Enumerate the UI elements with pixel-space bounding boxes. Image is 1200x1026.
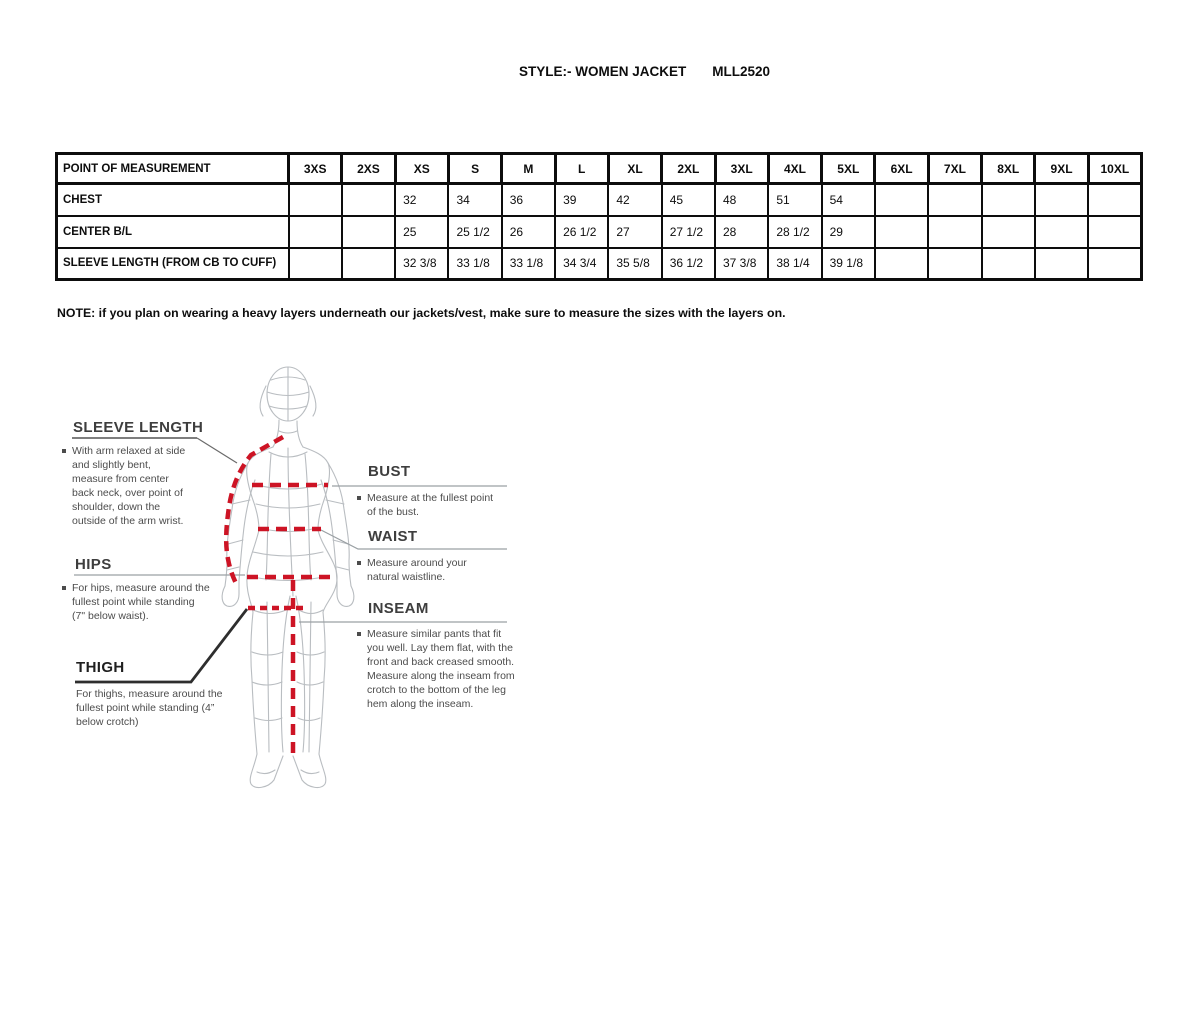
sleeve-length-leader-line bbox=[197, 438, 237, 463]
size-value-cell bbox=[1035, 248, 1088, 280]
sleeve-length-heading: SLEEVE LENGTH bbox=[73, 419, 204, 436]
size-value-cell: 32 3/8 bbox=[395, 248, 448, 280]
size-column-header: 3XS bbox=[289, 154, 342, 184]
bullet-square bbox=[62, 449, 66, 453]
size-value-cell: 26 bbox=[502, 216, 555, 248]
size-value-cell bbox=[875, 216, 928, 248]
document-title bbox=[519, 64, 770, 79]
bullet-square bbox=[357, 496, 361, 500]
point-of-measurement-header: POINT OF MEASUREMENT bbox=[57, 154, 289, 184]
size-column-header: 2XS bbox=[342, 154, 395, 184]
size-value-cell: 28 bbox=[715, 216, 768, 248]
instruction-text: For thighs, measure around the fullest point while standing (4” below crotch) bbox=[76, 688, 223, 728]
size-value-cell bbox=[875, 184, 928, 216]
size-value-cell bbox=[1035, 216, 1088, 248]
size-column-header: L bbox=[555, 154, 608, 184]
sleeve-measure-line bbox=[226, 437, 283, 587]
size-value-cell: 26 1/2 bbox=[555, 216, 608, 248]
size-value-cell bbox=[342, 248, 395, 280]
size-column-header: 8XL bbox=[982, 154, 1035, 184]
size-value-cell: 39 1/8 bbox=[822, 248, 875, 280]
size-value-cell bbox=[1088, 184, 1141, 216]
bullet-square bbox=[357, 632, 361, 636]
instruction-text: Measure at the fullest point of the bust. bbox=[367, 492, 494, 518]
size-column-header: 7XL bbox=[928, 154, 981, 184]
waist-heading: WAIST bbox=[368, 528, 418, 545]
size-value-cell bbox=[982, 216, 1035, 248]
size-column-header: 5XL bbox=[822, 154, 875, 184]
table-row bbox=[57, 184, 1142, 216]
measurement-row-label: CENTER B/L bbox=[57, 216, 289, 248]
hips-heading: HIPS bbox=[75, 556, 112, 573]
size-value-cell: 38 1/4 bbox=[768, 248, 821, 280]
size-value-cell: 34 bbox=[448, 184, 501, 216]
instruction-text: For hips, measure around the fullest point while standing (7" below waist). bbox=[72, 582, 210, 622]
size-value-cell bbox=[928, 216, 981, 248]
size-value-cell: 25 1/2 bbox=[448, 216, 501, 248]
size-value-cell: 34 3/4 bbox=[555, 248, 608, 280]
size-value-cell bbox=[342, 184, 395, 216]
size-value-cell: 28 1/2 bbox=[768, 216, 821, 248]
size-value-cell: 51 bbox=[768, 184, 821, 216]
size-value-cell bbox=[875, 248, 928, 280]
size-value-cell bbox=[289, 248, 342, 280]
size-column-header: 10XL bbox=[1088, 154, 1141, 184]
size-value-cell: 27 1/2 bbox=[662, 216, 715, 248]
style-label: STYLE:- WOMEN JACKET bbox=[519, 64, 687, 79]
size-value-cell bbox=[289, 184, 342, 216]
size-value-cell: 32 bbox=[395, 184, 448, 216]
measure-lines bbox=[226, 437, 331, 753]
measurement-row-label: SLEEVE LENGTH (FROM CB TO CUFF) bbox=[57, 248, 289, 280]
size-chart-body bbox=[57, 184, 1142, 280]
size-value-cell: 33 1/8 bbox=[502, 248, 555, 280]
instruction-text: Measure similar pants that fit you well. Lay them flat, with the front and back creased smooth. Measure along the inseam from crotch to the bottom of the leg hem along the inseam. bbox=[367, 628, 515, 710]
size-value-cell bbox=[982, 248, 1035, 280]
size-value-cell bbox=[928, 184, 981, 216]
size-column-header: S bbox=[448, 154, 501, 184]
size-column-header: 2XL bbox=[662, 154, 715, 184]
measurement-row-label: CHEST bbox=[57, 184, 289, 216]
size-chart-head-row bbox=[57, 154, 1142, 184]
size-column-header: XL bbox=[608, 154, 661, 184]
table-row bbox=[57, 248, 1142, 280]
instruction-text: With arm relaxed at side and slightly bent, measure from center back neck, over point of shoulder, down the outside of the arm wrist. bbox=[72, 445, 186, 527]
size-column-header: 3XL bbox=[715, 154, 768, 184]
thigh-heading: THIGH bbox=[76, 659, 125, 676]
size-value-cell: 36 bbox=[502, 184, 555, 216]
size-value-cell bbox=[342, 216, 395, 248]
size-value-cell: 54 bbox=[822, 184, 875, 216]
size-value-cell: 48 bbox=[715, 184, 768, 216]
style-code: MLL2520 bbox=[712, 64, 771, 79]
size-value-cell bbox=[928, 248, 981, 280]
bust-heading: BUST bbox=[368, 463, 411, 480]
size-value-cell bbox=[1035, 184, 1088, 216]
size-column-header: 6XL bbox=[875, 154, 928, 184]
bust-instructions bbox=[357, 491, 497, 519]
layering-note: NOTE: if you plan on wearing a heavy layers underneath our jackets/vest, make sure to measure the sizes with the layers on. bbox=[57, 306, 786, 320]
inseam-instructions bbox=[357, 627, 515, 711]
thigh-instructions bbox=[76, 687, 231, 729]
size-value-cell bbox=[1088, 216, 1141, 248]
size-chart bbox=[55, 152, 1143, 281]
size-value-cell: 25 bbox=[395, 216, 448, 248]
size-value-cell: 36 1/2 bbox=[662, 248, 715, 280]
size-value-cell bbox=[1088, 248, 1141, 280]
size-value-cell: 45 bbox=[662, 184, 715, 216]
size-column-header: XS bbox=[395, 154, 448, 184]
waist-instructions bbox=[357, 556, 497, 584]
size-value-cell: 33 1/8 bbox=[448, 248, 501, 280]
table-row bbox=[57, 216, 1142, 248]
size-column-header: 9XL bbox=[1035, 154, 1088, 184]
size-value-cell: 27 bbox=[608, 216, 661, 248]
size-value-cell: 42 bbox=[608, 184, 661, 216]
instruction-text: Measure around your natural waistline. bbox=[367, 557, 467, 583]
bullet-square bbox=[357, 561, 361, 565]
size-value-cell: 39 bbox=[555, 184, 608, 216]
size-column-header: M bbox=[502, 154, 555, 184]
bullet-square bbox=[62, 586, 66, 590]
size-value-cell bbox=[289, 216, 342, 248]
size-value-cell: 35 5/8 bbox=[608, 248, 661, 280]
size-value-cell: 37 3/8 bbox=[715, 248, 768, 280]
size-column-header: 4XL bbox=[768, 154, 821, 184]
size-value-cell bbox=[982, 184, 1035, 216]
size-value-cell: 29 bbox=[822, 216, 875, 248]
sleeve-length-instructions bbox=[62, 444, 190, 528]
hips-instructions bbox=[62, 581, 210, 623]
inseam-heading: INSEAM bbox=[368, 600, 429, 617]
